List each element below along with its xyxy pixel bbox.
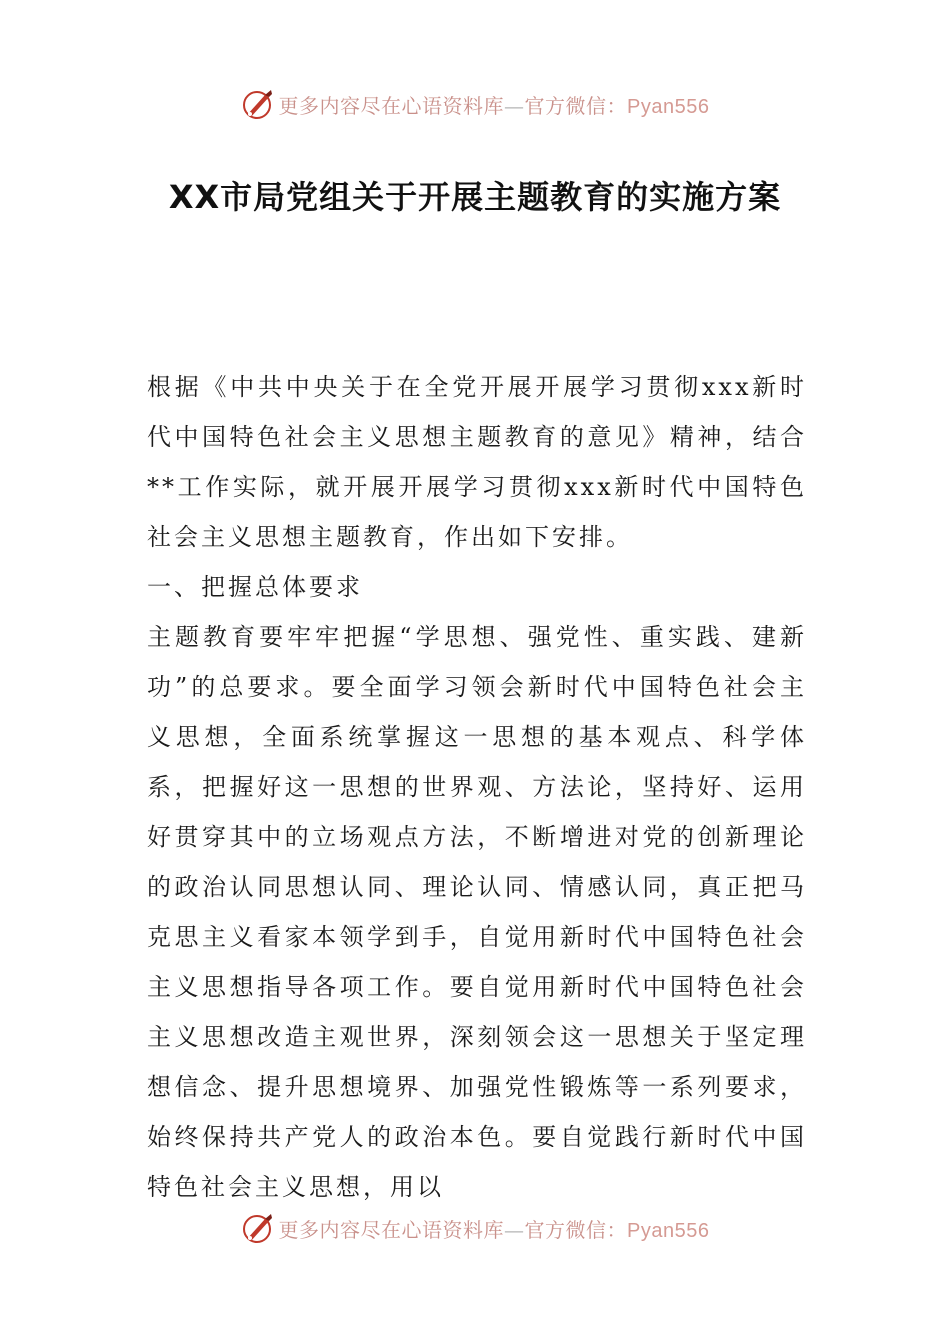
document-title: XX市局党组关于开展主题教育的实施方案 <box>168 178 782 216</box>
watermark-header <box>0 84 950 124</box>
document-body <box>147 362 807 1212</box>
paragraph-requirements: 主题教育要牢牢把握“学思想、强党性、重实践、建新功”的总要求。要全面学习领会新时代中国特色社会主义思想，全面系统掌握这一思想的基本观点、科学体系，把握好这一思想的世界观、方法论，坚持好、运用好贯穿其中的立场观点方法，不断增进对党的创新理论的政治认同思想认同、理论认同、情感认同，真正把马克思主义看家本领学到手，自觉用新时代中国特色社会主义思想指导各项工作。要自觉用新时代中国特色社会主义思想改造主观世界，深刻领会这一思想关于坚定理想信念、提升思想境界、加强党性锻炼等一系列要求，始终保持共产党人的政治本色。要自觉践行新时代中国特色社会主义思想，用以 <box>147 623 807 1201</box>
watermark-text: 更多内容尽在心语资料库—官方微信：Pyan556 <box>278 93 710 118</box>
watermark-text: 更多内容尽在心语资料库—官方微信：Pyan556 <box>278 1217 710 1242</box>
paragraph-intro: 根据《中共中央关于在全党开展开展学习贯彻xxx新时代中国特色社会主义思想主题教育的意见》精神，结合**工作实际，就开展开展学习贯彻xxx新时代中国特色社会主义思想主题教育，作出如下安排。 <box>147 373 807 551</box>
watermark-footer <box>0 1208 950 1248</box>
pen-logo-icon <box>241 1211 275 1245</box>
section-heading: 一、把握总体要求 <box>147 573 363 601</box>
pen-logo-icon <box>241 87 275 121</box>
